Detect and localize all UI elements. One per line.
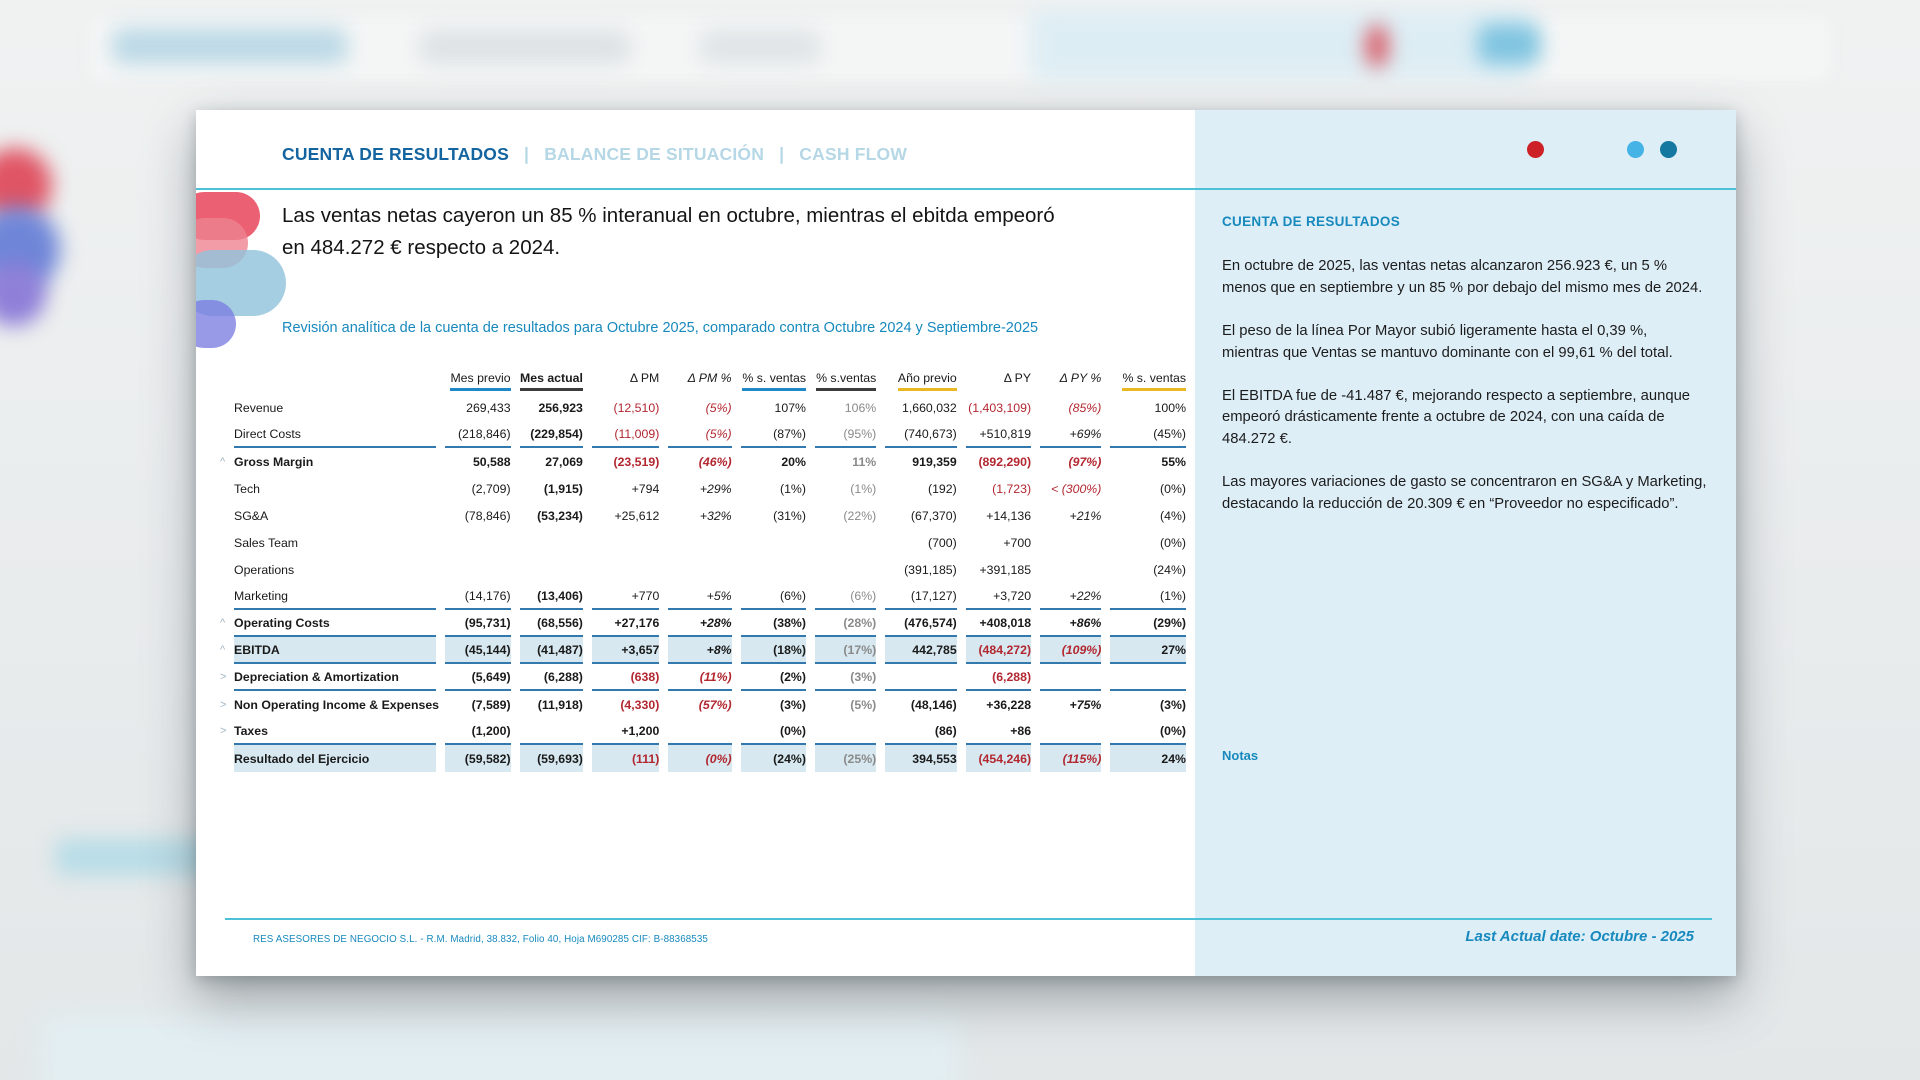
cell-value: (24%) (741, 745, 806, 772)
collapse-icon[interactable]: ^ (220, 616, 226, 629)
cell-value (1040, 556, 1101, 583)
cell-value: +770 (592, 583, 659, 610)
cell-value: (0%) (1160, 535, 1186, 550)
sidebar-commentary (1222, 256, 1708, 537)
row-label[interactable]: > Taxes (234, 718, 436, 745)
cell-value: (29%) (1110, 610, 1186, 637)
table-row (234, 529, 1186, 556)
blurred-blue-button (1478, 24, 1540, 64)
cell-value: (4%) (1160, 508, 1186, 523)
cell-value (815, 529, 876, 556)
cell-value: 27% (1110, 637, 1186, 664)
cell-value: (53,234) (537, 508, 583, 523)
cell-value: < (300%) (1051, 481, 1102, 496)
cell-value: (0%) (741, 718, 806, 745)
column-header: Mes previo (445, 366, 510, 394)
blurred-app-logo (112, 28, 347, 64)
cell-value: (68,556) (520, 610, 583, 637)
cell-value: 394,553 (885, 745, 956, 772)
cell-value: +29% (699, 481, 732, 496)
cell-value: (7,589) (471, 697, 511, 712)
cell-value: +28% (668, 610, 731, 637)
table-row (234, 718, 1186, 745)
cell-value: (1%) (1110, 583, 1186, 610)
cell-value: (892,290) (978, 454, 1032, 469)
cell-value: (87%) (741, 421, 806, 448)
tab-cuenta-de-resultados[interactable]: CUENTA DE RESULTADOS (282, 144, 509, 164)
cell-value (1040, 529, 1101, 556)
cell-value (741, 556, 806, 583)
dot-dark-blue[interactable] (1660, 141, 1677, 158)
cell-value: (2%) (741, 664, 806, 691)
column-header: % s.ventas (815, 366, 876, 394)
cell-value: (45%) (1110, 421, 1186, 448)
cell-value: +3,657 (592, 637, 659, 664)
cell-value: (48,146) (910, 697, 957, 712)
dot-light-blue[interactable] (1627, 141, 1644, 158)
cell-value: (740,673) (885, 421, 956, 448)
cell-value: +1,200 (592, 718, 659, 745)
cell-value (445, 556, 510, 583)
table-row (234, 448, 1186, 475)
cell-value: (4,330) (620, 697, 660, 712)
cell-value: (115%) (1040, 745, 1101, 772)
cell-value: (38%) (741, 610, 806, 637)
collapse-icon[interactable]: ^ (220, 455, 226, 468)
cell-value (520, 529, 583, 556)
cell-value: (11%) (668, 664, 731, 691)
cell-value (520, 718, 583, 745)
cell-value: (1%) (850, 481, 877, 496)
cell-value: (3%) (1160, 697, 1186, 712)
table-row (234, 502, 1186, 529)
blurred-panel (1030, 10, 1530, 80)
header-divider (196, 188, 1736, 190)
cell-value: (14,176) (445, 583, 510, 610)
tab-separator: | (779, 144, 785, 164)
cell-value: (0%) (1160, 481, 1186, 496)
cell-value: +14,136 (986, 508, 1032, 523)
row-label[interactable]: ^ EBITDA (234, 637, 436, 664)
cell-value: (192) (928, 481, 957, 496)
cell-value: +27,176 (592, 610, 659, 637)
cell-value: +5% (668, 583, 731, 610)
cell-value: (3%) (815, 664, 876, 691)
cell-value (885, 664, 956, 691)
cell-value: (0%) (668, 745, 731, 772)
cell-value: (85%) (1068, 400, 1102, 415)
column-header: % s. ventas (1110, 366, 1186, 394)
cell-value: (1,403,109) (968, 400, 1032, 415)
row-label[interactable]: ^ Gross Margin (220, 454, 314, 469)
column-header: Δ PM % (687, 371, 732, 385)
cell-value (445, 529, 510, 556)
row-label: Sales Team (234, 535, 299, 550)
last-actual-date: Last Actual date: Octubre - 2025 (1465, 928, 1694, 945)
cell-value (668, 718, 731, 745)
cell-value: 107% (774, 400, 806, 415)
cell-value: +36,228 (986, 697, 1032, 712)
expand-icon[interactable]: > (220, 670, 227, 683)
cell-value (815, 556, 876, 583)
expand-icon[interactable]: > (220, 724, 227, 737)
cell-value: (476,574) (885, 610, 956, 637)
cell-value: (41,487) (520, 637, 583, 664)
expand-icon[interactable]: > (220, 698, 227, 711)
tab-balance-de-situacion[interactable]: BALANCE DE SITUACIÓN (544, 144, 765, 164)
cell-value: (0%) (1110, 718, 1186, 745)
column-header: Δ PY (1003, 371, 1032, 385)
table-row (234, 421, 1186, 448)
table-row (234, 394, 1186, 421)
cell-value: (1,915) (543, 481, 583, 496)
cell-value: +86 (966, 718, 1031, 745)
cell-value: (78,846) (464, 508, 511, 523)
cell-value: 50,588 (472, 454, 511, 469)
blurred-toolbar (90, 18, 1830, 80)
cell-value: (1,723) (992, 481, 1032, 496)
cell-value: +69% (1040, 421, 1101, 448)
cell-value (741, 529, 806, 556)
cell-value: +32% (699, 508, 732, 523)
commentary-paragraph: El peso de la línea Por Mayor subió ligeramente hasta el 0,39 %, mientras que Ventas se mantuvo dominante con el 99,61 % del total. (1222, 322, 1673, 361)
cell-value: (6,288) (966, 664, 1031, 691)
footer-divider (225, 918, 1712, 920)
table-row (234, 475, 1186, 502)
cell-value: (229,854) (520, 421, 583, 448)
cell-value: (25%) (815, 745, 876, 772)
commentary-paragraph: El EBITDA fue de -41.487 €, mejorando respecto a septiembre, aunque empeoró drásticamente frente a octubre de 2024, con una caída de 484.272 €. (1222, 387, 1691, 448)
cell-value (592, 529, 659, 556)
cell-value: (31%) (773, 508, 806, 523)
cell-value: (57%) (698, 697, 732, 712)
cell-value: +700 (1003, 535, 1032, 550)
cell-value (668, 556, 731, 583)
commentary-paragraph: Las mayores variaciones de gasto se concentraron en SG&A y Marketing, destacando la reducción de 20.309 € en “Proveedor no especificado”. (1222, 474, 1707, 513)
cell-value: (45,144) (445, 637, 510, 664)
sidebar-title: CUENTA DE RESULTADOS (1222, 214, 1400, 229)
cell-value: (1,200) (445, 718, 510, 745)
cell-value: (3%) (780, 697, 806, 712)
cell-value: +3,720 (966, 583, 1031, 610)
blurred-red-marker (1366, 24, 1388, 68)
cell-value: (109%) (1040, 637, 1101, 664)
cell-value (520, 556, 583, 583)
cell-value: +21% (1069, 508, 1102, 523)
cell-value (668, 529, 731, 556)
column-header: Δ PY % (1059, 371, 1102, 385)
cell-value: 106% (844, 400, 877, 415)
cell-value: (18%) (741, 637, 806, 664)
cell-value: (5%) (850, 697, 877, 712)
column-header: Mes actual (520, 366, 583, 394)
cell-value: (700) (928, 535, 957, 550)
sidebar-panel (1195, 110, 1736, 976)
cell-value: +75% (1069, 697, 1102, 712)
cell-value: +391,185 (979, 562, 1032, 577)
row-label: Operations (234, 562, 295, 577)
cell-value: +510,819 (966, 421, 1031, 448)
row-label[interactable]: > Depreciation & Amortization (234, 664, 436, 691)
row-label: SG&A (234, 508, 269, 523)
income-statement-table (220, 366, 1195, 772)
cell-value: (12,510) (613, 400, 660, 415)
cell-value: +25,612 (614, 508, 660, 523)
cell-value: (95,731) (445, 610, 510, 637)
cell-value: 55% (1161, 454, 1186, 469)
report-tabs (282, 144, 907, 165)
table-row (234, 583, 1186, 610)
cell-value (815, 718, 876, 745)
blurred-menu-item (420, 30, 630, 64)
notes-label: Notas (1222, 748, 1259, 763)
cell-value: 27,069 (545, 454, 583, 469)
cell-value: +794 (631, 481, 660, 496)
table-header-row (234, 366, 1186, 394)
cell-value: (17,127) (885, 583, 956, 610)
report-slide (196, 110, 1736, 976)
headline: Las ventas netas cayeron un 85 % interanual en octubre, mientras el ebitda empeoró en 484.272 € respecto a 2024. (282, 204, 1055, 259)
cell-value: (111) (592, 745, 659, 772)
cell-value: +86% (1040, 610, 1101, 637)
cell-value: (23,519) (613, 454, 660, 469)
column-header: Año previo (885, 366, 956, 394)
cell-value: (6%) (815, 583, 876, 610)
cell-value (1040, 718, 1101, 745)
cell-value: +408,018 (966, 610, 1031, 637)
cell-value: 1,660,032 (902, 400, 957, 415)
cell-value: (13,406) (520, 583, 583, 610)
cell-value: (24%) (1153, 562, 1186, 577)
row-label: Marketing (234, 583, 436, 610)
cell-value: +8% (668, 637, 731, 664)
commentary-paragraph: En octubre de 2025, las ventas netas alcanzaron 256.923 €, un 5 % menos que en septiembre y un 85 % por debajo del mismo mes de 2024. (1222, 258, 1703, 296)
table-row (234, 745, 1186, 772)
row-label: Revenue (234, 400, 284, 415)
cell-value (592, 556, 659, 583)
cell-value: (2,709) (471, 481, 511, 496)
dot-red[interactable] (1527, 141, 1544, 158)
row-label: Resultado del Ejercicio (234, 745, 436, 772)
cell-value: (28%) (815, 610, 876, 637)
cell-value (1040, 664, 1101, 691)
cell-value: 100% (1154, 400, 1186, 415)
subtitle: Revisión analítica de la cuenta de resultados para Octubre 2025, comparado contra Octubre 2024 y Septiembre-2025 (282, 320, 1039, 336)
cell-value: (11,918) (537, 697, 583, 712)
cell-value: (46%) (698, 454, 732, 469)
cell-value: 24% (1110, 745, 1186, 772)
cell-value: (67,370) (910, 508, 957, 523)
cell-value: (59,693) (520, 745, 583, 772)
table-row (234, 556, 1186, 583)
cell-value: 269,433 (466, 400, 511, 415)
cell-value: 20% (781, 454, 806, 469)
cell-value: (6,288) (520, 664, 583, 691)
cell-value: (97%) (1068, 454, 1102, 469)
legal-footer: RES ASESORES DE NEGOCIO S.L. - R.M. Madrid, 38.832, Folio 40, Hoja M690285 CIF: B-88368535 (253, 934, 708, 945)
column-header: Δ PM (629, 371, 660, 385)
cell-value: (638) (592, 664, 659, 691)
cell-value: (391,185) (904, 562, 957, 577)
collapse-icon[interactable]: ^ (220, 643, 226, 656)
cell-value: (1%) (780, 481, 806, 496)
cell-value (1110, 664, 1186, 691)
cell-value: 919,359 (912, 454, 957, 469)
table-row (234, 664, 1186, 691)
cell-value: 256,923 (538, 400, 583, 415)
cell-value: (6%) (741, 583, 806, 610)
cell-value: (17%) (815, 637, 876, 664)
cell-value: (454,246) (966, 745, 1031, 772)
blurred-menu-item (700, 30, 820, 64)
cell-value: (95%) (815, 421, 876, 448)
row-label[interactable]: > Non Operating Income & Expenses (220, 697, 439, 712)
column-header: % s. ventas (741, 366, 806, 394)
nav-dots (1527, 141, 1687, 159)
cell-value: (5%) (705, 400, 732, 415)
cell-value: 442,785 (885, 637, 956, 664)
cell-value: 11% (852, 454, 877, 469)
row-label: Direct Costs (234, 421, 436, 448)
cell-value: (5%) (668, 421, 731, 448)
cell-value: (22%) (843, 508, 877, 523)
row-label[interactable]: ^ Operating Costs (234, 610, 436, 637)
cell-value: (484,272) (966, 637, 1031, 664)
cell-value: +22% (1040, 583, 1101, 610)
cell-value: (5,649) (445, 664, 510, 691)
column-header-empty (234, 366, 436, 394)
tab-separator: | (524, 144, 530, 164)
cell-value: (218,846) (445, 421, 510, 448)
table-row (234, 691, 1186, 718)
table-row (234, 637, 1186, 664)
cell-value: (86) (885, 718, 956, 745)
blurred-bottom-bar (40, 1015, 960, 1080)
logo-shape-purple (196, 300, 236, 348)
cell-value: (59,582) (445, 745, 510, 772)
tab-cash-flow[interactable]: CASH FLOW (799, 144, 908, 164)
table-row (234, 610, 1186, 637)
row-label: Tech (234, 481, 260, 496)
cell-value: (11,009) (592, 421, 659, 448)
